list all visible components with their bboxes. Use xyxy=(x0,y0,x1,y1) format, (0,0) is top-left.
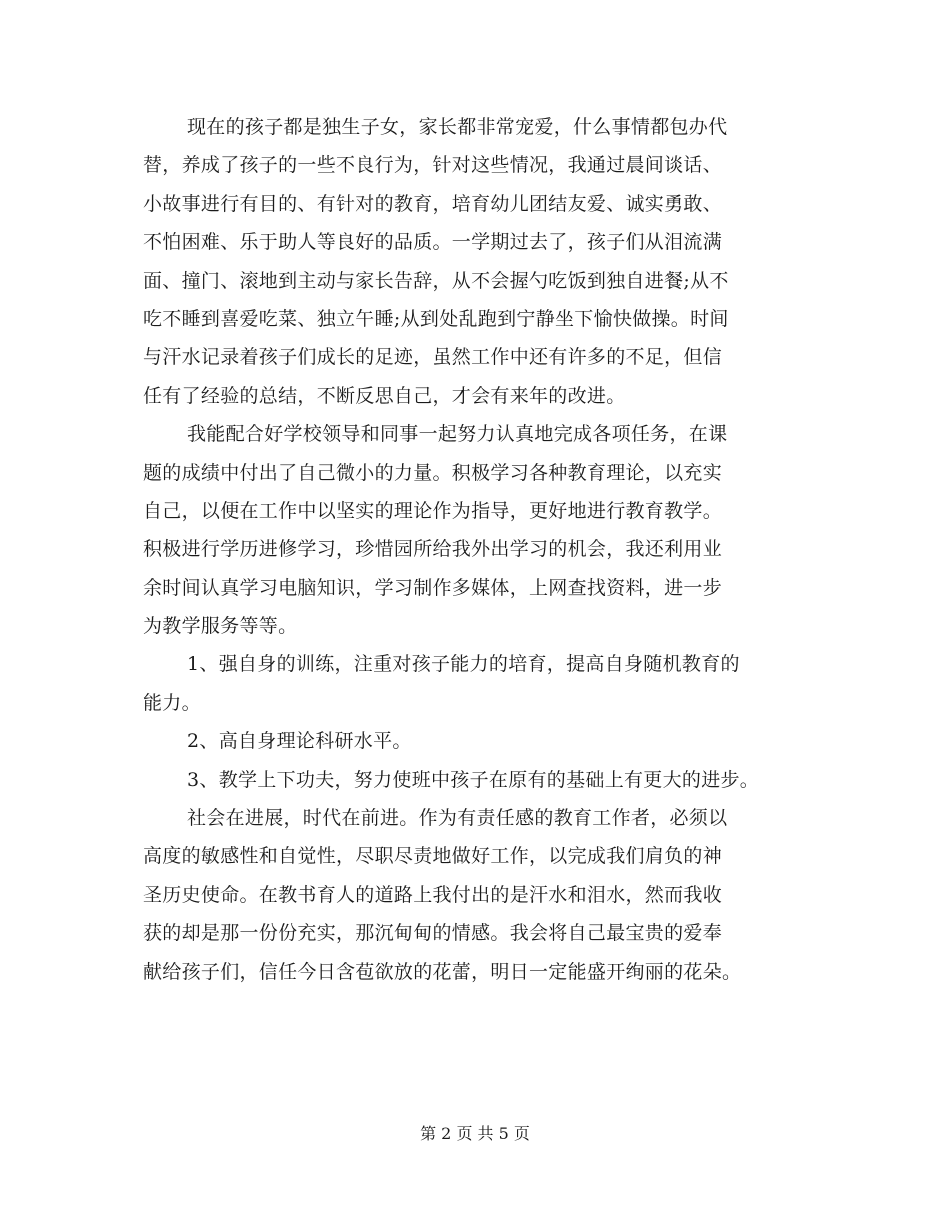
paragraph-1-line-3: 小故事进行有目的、有针对的教育，培育幼儿团结友爱、诚实勇敢、 xyxy=(143,192,723,215)
paragraph-2-line-3: 自己，以便在工作中以坚实的理论作为指导，更好地进行教育教学。 xyxy=(143,499,723,522)
paragraph-2-line-4: 积极进行学历进修学习，珍惜园所给我外出学习的机会，我还利用业 xyxy=(143,538,723,561)
paragraph-2-line-2: 题的成绩中付出了自己微小的力量。积极学习各种教育理论，以充实 xyxy=(143,461,723,484)
paragraph-1-line-6: 吃不睡到喜爱吃菜、独立午睡;从到处乱跑到宁静坐下愉快做操。时间 xyxy=(143,307,729,330)
paragraph-2-line-6: 为教学服务等等。 xyxy=(143,615,298,638)
paragraph-3-line-5: 献给孩子们，信任今日含苞欲放的花蕾，明日一定能盛开绚丽的花朵。 xyxy=(143,960,742,983)
paragraph-2-line-5: 余时间认真学习电脑知识，学习制作多媒体，上网查找资料，进一步 xyxy=(143,576,723,599)
list-item-2: 2、高自身理论科研水平。 xyxy=(187,730,412,753)
paragraph-1-line-4: 不怕困难、乐于助人等良好的品质。一学期过去了，孩子们从泪流满 xyxy=(143,231,723,254)
list-item-3: 3、教学上下功夫，努力使班中孩子在原有的基础上有更大的进步。 xyxy=(187,768,760,791)
paragraph-1-line-5: 面、撞门、滚地到主动与家长告辞，从不会握勺吃饭到独自进餐;从不 xyxy=(143,269,729,292)
paragraph-3-line-3: 圣历史使命。在教书育人的道路上我付出的是汗水和泪水，然而我收 xyxy=(143,883,723,906)
document-body xyxy=(143,108,823,991)
paragraph-3-line-4: 获的却是那一份份充实，那沉甸甸的情感。我会将自己最宝贵的爱奉 xyxy=(143,922,723,945)
paragraph-1-line-7: 与汗水记录着孩子们成长的足迹，虽然工作中还有许多的不足，但信 xyxy=(143,346,723,369)
paragraph-2-line-1: 我能配合好学校领导和同事一起努力认真地完成各项任务，在课 xyxy=(187,423,728,446)
paragraph-3-line-2: 高度的敏感性和自觉性，尽职尽责地做好工作，以完成我们肩负的神 xyxy=(143,845,723,868)
paragraph-1-line-1: 现在的孩子都是独生子女，家长都非常宠爱，什么事情都包办代 xyxy=(187,116,728,138)
paragraph-1-line-8: 任有了经验的总结，不断反思自己，才会有来年的改进。 xyxy=(143,384,626,407)
list-item-1-line-1: 1、强自身的训练，注重对孩子能力的培育，提高自身随机教育的 xyxy=(187,653,740,676)
list-item-1-line-2: 能力。 xyxy=(143,691,201,714)
page-number: 第 2 页 共 5 页 xyxy=(420,1124,530,1143)
paragraph-3-line-1: 社会在进展，时代在前进。作为有责任感的教育工作者，必须以 xyxy=(187,807,728,830)
paragraph-1-line-2: 替，养成了孩子的一些不良行为，针对这些情况，我通过晨间谈话、 xyxy=(143,154,723,177)
